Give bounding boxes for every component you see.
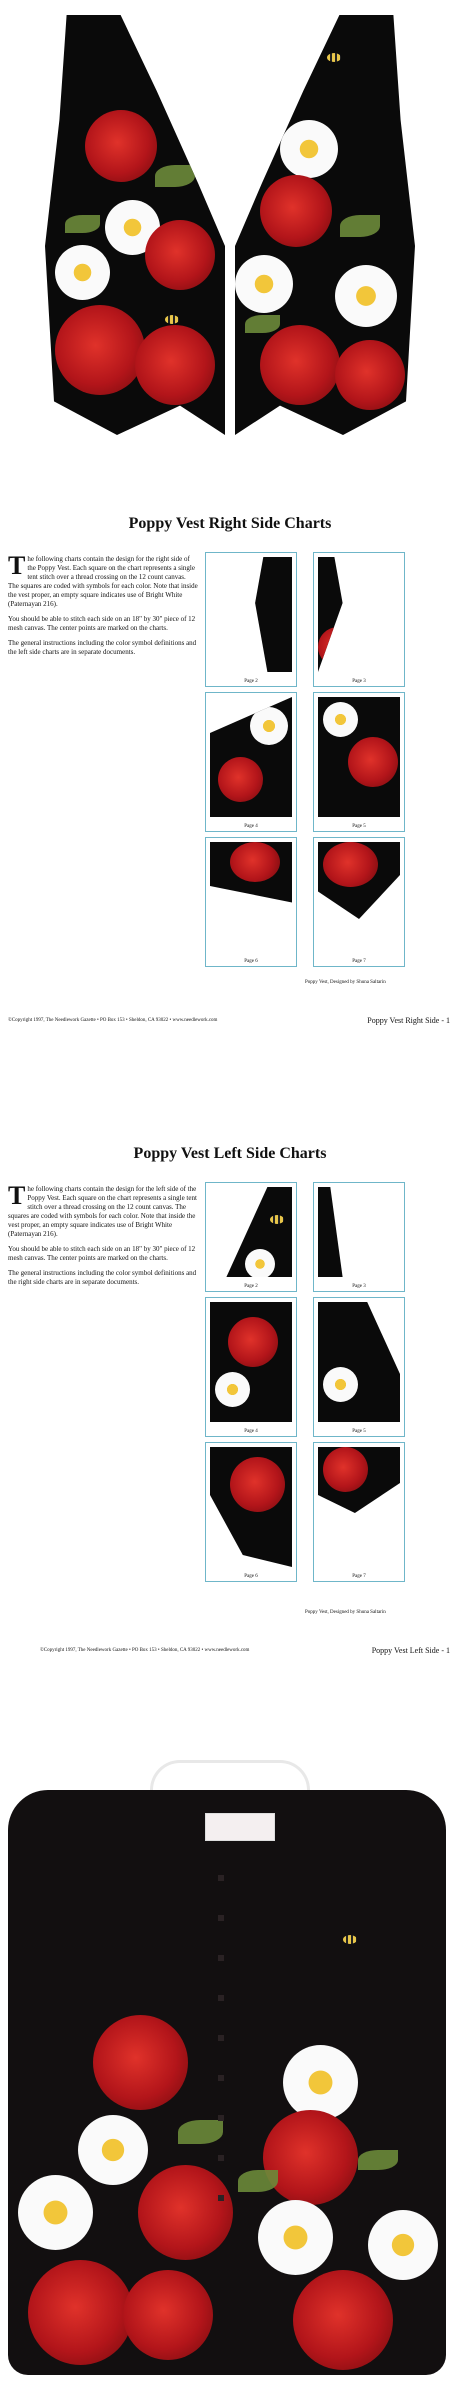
- chart-caption: Page 5: [352, 1429, 366, 1434]
- chart-caption: Page 4: [244, 824, 258, 829]
- clothing-label: [205, 1813, 275, 1841]
- daisy-flower-icon: [283, 2045, 358, 2120]
- chart-image: [210, 697, 292, 817]
- poppy-flower-icon: [218, 757, 263, 802]
- chart-image: [318, 557, 400, 672]
- poppy-flower-icon: [260, 325, 340, 405]
- chart-caption: Page 3: [352, 679, 366, 684]
- chart-page-thumb[interactable]: [205, 692, 297, 832]
- leaf-icon: [178, 2120, 223, 2144]
- vest-buttons: [218, 1875, 224, 2235]
- leaf-icon: [245, 315, 280, 333]
- dropcap-letter: T: [8, 1181, 26, 1210]
- daisy-flower-icon: [258, 2200, 333, 2275]
- poppy-flower-icon: [335, 340, 405, 410]
- chart-page-thumb[interactable]: [313, 552, 405, 687]
- chart-caption: Page 6: [244, 1574, 258, 1579]
- chart-page-thumb[interactable]: [205, 1442, 297, 1582]
- daisy-flower-icon: [323, 702, 358, 737]
- chart-page-thumb[interactable]: [205, 837, 297, 967]
- finished-vest-photo: [0, 1755, 460, 2396]
- leaf-icon: [238, 2170, 278, 2192]
- chart-page-thumb[interactable]: [313, 1182, 405, 1292]
- leaf-icon: [340, 215, 380, 237]
- canvas-size-paragraph: You should be able to stitch each side on an 18" by 30" piece of 12 mesh canvas. The center points are marked on the charts.: [8, 1245, 196, 1262]
- bee-icon: [343, 1935, 357, 1944]
- poppy-flower-icon: [348, 737, 398, 787]
- chart-page-thumb[interactable]: [205, 552, 297, 687]
- vest-photo-body: [8, 1790, 446, 2375]
- chart-page-thumb[interactable]: [205, 1182, 297, 1292]
- poppy-flower-icon: [228, 1317, 278, 1367]
- daisy-flower-icon: [55, 245, 110, 300]
- page-title: Poppy Vest Left Side Charts: [133, 1145, 327, 1162]
- left-side-chart-page: [0, 1120, 460, 1680]
- chart-caption: Page 6: [244, 959, 258, 964]
- daisy-flower-icon: [368, 2210, 438, 2280]
- vest-illustration: [0, 0, 460, 440]
- poppy-flower-icon: [293, 2270, 393, 2370]
- chart-caption: Page 4: [244, 1429, 258, 1434]
- chart-image: [318, 1187, 400, 1277]
- chart-page-thumb[interactable]: [313, 1442, 405, 1582]
- daisy-flower-icon: [235, 255, 293, 313]
- bee-icon: [165, 315, 179, 324]
- right-side-chart-page: [0, 490, 460, 1050]
- daisy-flower-icon: [280, 120, 338, 178]
- bee-icon: [327, 53, 341, 62]
- poppy-flower-icon: [135, 325, 215, 405]
- canvas-size-paragraph: You should be able to stitch each side on an 18" by 30" piece of 12 mesh canvas. The center points are marked on the charts.: [8, 615, 196, 632]
- chart-image: [210, 1447, 292, 1567]
- chart-image: [318, 697, 400, 817]
- chart-image: [318, 1302, 400, 1422]
- related-docs-paragraph: The general instructions including the color symbol definitions and the left side charts are in separate documents.: [8, 639, 197, 656]
- chart-caption: Page 7: [352, 1574, 366, 1579]
- daisy-flower-icon: [335, 265, 397, 327]
- footer-page-number: Poppy Vest Right Side - 1: [367, 1016, 450, 1025]
- daisy-flower-icon: [250, 707, 288, 745]
- instructions-text: [8, 551, 198, 663]
- designer-credit: Poppy Vest, Designed by Shuna Saltarin: [305, 1610, 386, 1615]
- chart-image: [210, 557, 292, 672]
- chart-caption: Page 2: [244, 1284, 258, 1289]
- footer-copyright: ©Copyright 1997, The Needlework Gazette • PO Box 153 • Sheldon, CA 93022 • www.needlework.com: [8, 1018, 218, 1023]
- chart-caption: Page 2: [244, 679, 258, 684]
- poppy-flower-icon: [323, 842, 378, 887]
- leaf-icon: [358, 2150, 398, 2170]
- related-docs-paragraph: The general instructions including the color symbol definitions and the right side charts are in separate documents.: [8, 1269, 197, 1286]
- hanger-icon: [150, 1760, 310, 1790]
- chart-caption: Page 5: [352, 824, 366, 829]
- daisy-flower-icon: [78, 2115, 148, 2185]
- chart-page-thumb[interactable]: [313, 837, 405, 967]
- footer-page-number: Poppy Vest Left Side - 1: [371, 1646, 450, 1655]
- daisy-flower-icon: [323, 1367, 358, 1402]
- chart-page-thumb[interactable]: [313, 1297, 405, 1437]
- chart-thumbnail-grid: [205, 552, 405, 972]
- designer-credit: Poppy Vest, Designed by Shuna Saltarin: [305, 980, 386, 985]
- chart-page-thumb[interactable]: [313, 692, 405, 832]
- chart-page-thumb[interactable]: [205, 1297, 297, 1437]
- poppy-flower-icon: [55, 305, 145, 395]
- vest-left-panel: [45, 15, 225, 435]
- chart-image: [318, 842, 400, 952]
- poppy-flower-icon: [28, 2260, 133, 2365]
- page-title: Poppy Vest Right Side Charts: [128, 515, 332, 532]
- chart-image: [318, 1447, 400, 1567]
- poppy-flower-icon: [323, 1447, 368, 1492]
- bee-icon: [270, 1215, 284, 1224]
- poppy-flower-icon: [263, 2110, 358, 2205]
- poppy-flower-icon: [85, 110, 157, 182]
- poppy-flower-icon: [230, 1457, 285, 1512]
- chart-image: [210, 842, 292, 952]
- intro-paragraph: he following charts contain the design for the right side of the Poppy Vest. Each square on the chart represents a single tent stitch over a thread crossing on the 12 count canvas. The squares are coded with symbols for each color. Note that inside the vest proper, an empty square indicates use of Bright White (Paternayan 216).: [8, 555, 198, 608]
- poppy-flower-icon: [93, 2015, 188, 2110]
- vest-right-panel: [235, 15, 415, 435]
- chart-caption: Page 7: [352, 959, 366, 964]
- chart-caption: Page 3: [352, 1284, 366, 1289]
- poppy-flower-icon: [145, 220, 215, 290]
- dropcap-letter: T: [8, 551, 26, 580]
- daisy-flower-icon: [215, 1372, 250, 1407]
- chart-image: [210, 1187, 292, 1277]
- footer-copyright: ©Copyright 1997, The Needlework Gazette • PO Box 153 • Sheldon, CA 93022 • www.needlework.com: [40, 1648, 250, 1653]
- poppy-flower-icon: [230, 842, 280, 882]
- intro-paragraph: he following charts contain the design for the left side of the Poppy Vest. Each square on the chart represents a single tent stitch over a thread crossing on the 12 count canvas. The squares are coded with symbols for each color. Note that inside the vest proper, an empty square indicates use of Bright White (Paternayan 216).: [8, 1185, 197, 1238]
- chart-image: [210, 1302, 292, 1422]
- chart-thumbnail-grid: [205, 1182, 405, 1602]
- instructions-text: [8, 1181, 198, 1293]
- leaf-icon: [155, 165, 195, 187]
- leaf-icon: [65, 215, 100, 233]
- daisy-flower-icon: [18, 2175, 93, 2250]
- poppy-flower-icon: [318, 627, 358, 667]
- poppy-flower-icon: [260, 175, 332, 247]
- daisy-flower-icon: [245, 1249, 275, 1277]
- poppy-flower-icon: [123, 2270, 213, 2360]
